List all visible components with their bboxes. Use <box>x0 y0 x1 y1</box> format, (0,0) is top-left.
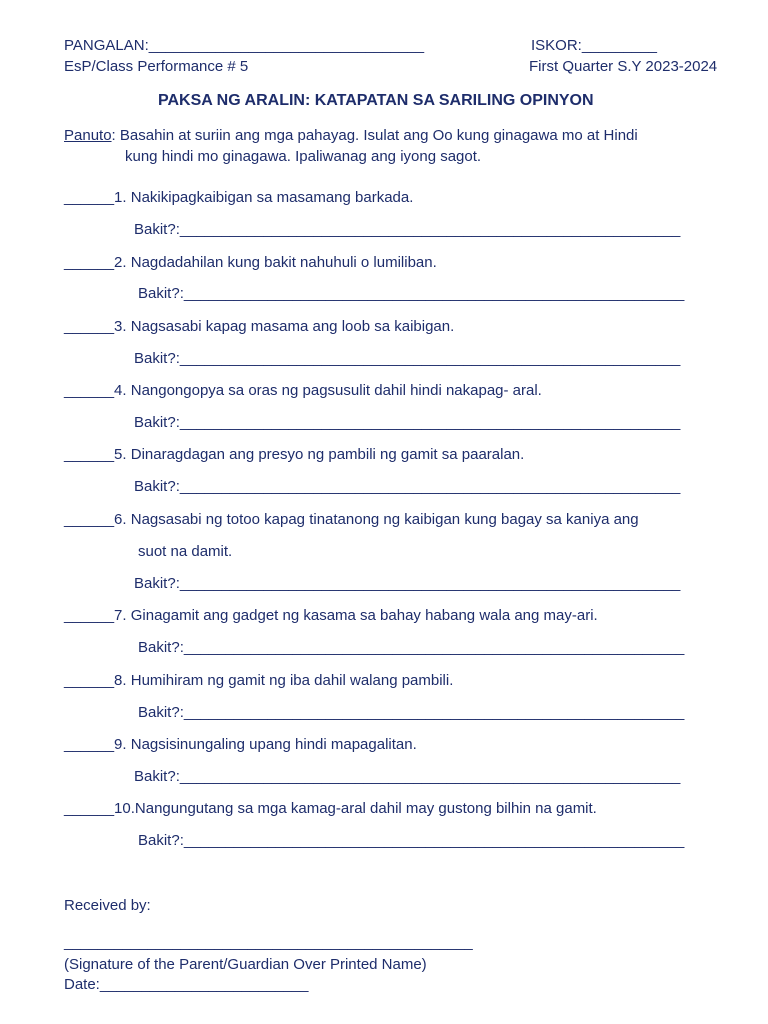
item-statement-3[interactable]: ______3. Nagsasabi kapag masama ang loob sa kaibigan. <box>64 318 455 335</box>
quarter-label: First Quarter S.Y 2023-2024 <box>529 58 718 75</box>
item-statement-1[interactable]: ______1. Nakikipagkaibigan sa masamang barkada. <box>64 189 414 206</box>
item-why-7[interactable]: Bakit?:____________________________________________________________ <box>138 639 685 656</box>
item-statement-5[interactable]: ______5. Dinaragdagan ang presyo ng pambili ng gamit sa paaralan. <box>64 446 525 463</box>
item-statement-4[interactable]: ______4. Nangongopya sa oras ng pagsusulit dahil hindi nakapag- aral. <box>64 382 542 399</box>
signature-line[interactable]: _________________________________________________ <box>64 934 473 951</box>
instructions <box>64 127 638 144</box>
item-statement-6[interactable]: ______6. Nagsasabi ng totoo kapag tinatanong ng kaibigan kung bagay sa kaniya ang <box>64 511 639 528</box>
item-statement-8[interactable]: ______8. Humihiram ng gamit ng iba dahil walang pambili. <box>64 672 454 689</box>
name-field-line[interactable]: PANGALAN:_________________________________ <box>64 37 425 54</box>
item-statement-9[interactable]: ______9. Nagsisinungaling upang hindi mapagalitan. <box>64 736 417 753</box>
date-field-line[interactable]: Date:_________________________ <box>64 976 309 993</box>
class-performance-label: EsP/Class Performance # 5 <box>64 58 249 75</box>
page-title: PAKSA NG ARALIN: KATAPATAN SA SARILING OPINYON <box>158 92 594 109</box>
item-why-10[interactable]: Bakit?:____________________________________________________________ <box>138 832 685 849</box>
item-why-5[interactable]: Bakit?:____________________________________________________________ <box>134 478 681 495</box>
item-why-3[interactable]: Bakit?:____________________________________________________________ <box>134 350 681 367</box>
received-by-label: Received by: <box>64 897 151 914</box>
item-statement-7[interactable]: ______7. Ginagamit ang gadget ng kasama sa bahay habang wala ang may-ari. <box>64 607 598 624</box>
item-why-1[interactable]: Bakit?:____________________________________________________________ <box>134 221 681 238</box>
item-why-9[interactable]: Bakit?:____________________________________________________________ <box>134 768 681 785</box>
instructions-label: Panuto <box>64 127 112 144</box>
item-statement-6-continuation: suot na damit. <box>138 543 233 560</box>
instructions-text-line1: : Basahin at suriin ang mga pahayag. Isulat ang Oo kung ginagawa mo at Hindi <box>111 127 638 144</box>
signature-caption: (Signature of the Parent/Guardian Over Printed Name) <box>64 956 427 973</box>
instructions-text-line2: kung hindi mo ginagawa. Ipaliwanag ang iyong sagot. <box>125 148 482 165</box>
item-why-2[interactable]: Bakit?:____________________________________________________________ <box>138 285 685 302</box>
item-statement-10[interactable]: ______10.Nangungutang sa mga kamag-aral dahil may gustong bilhin na gamit. <box>64 800 597 817</box>
score-field-line[interactable]: ISKOR:_________ <box>531 37 657 54</box>
item-why-6[interactable]: Bakit?:____________________________________________________________ <box>134 575 681 592</box>
item-why-4[interactable]: Bakit?:____________________________________________________________ <box>134 414 681 431</box>
item-statement-2[interactable]: ______2. Nagdadahilan kung bakit nahuhuli o lumiliban. <box>64 254 437 271</box>
item-why-8[interactable]: Bakit?:____________________________________________________________ <box>138 704 685 721</box>
